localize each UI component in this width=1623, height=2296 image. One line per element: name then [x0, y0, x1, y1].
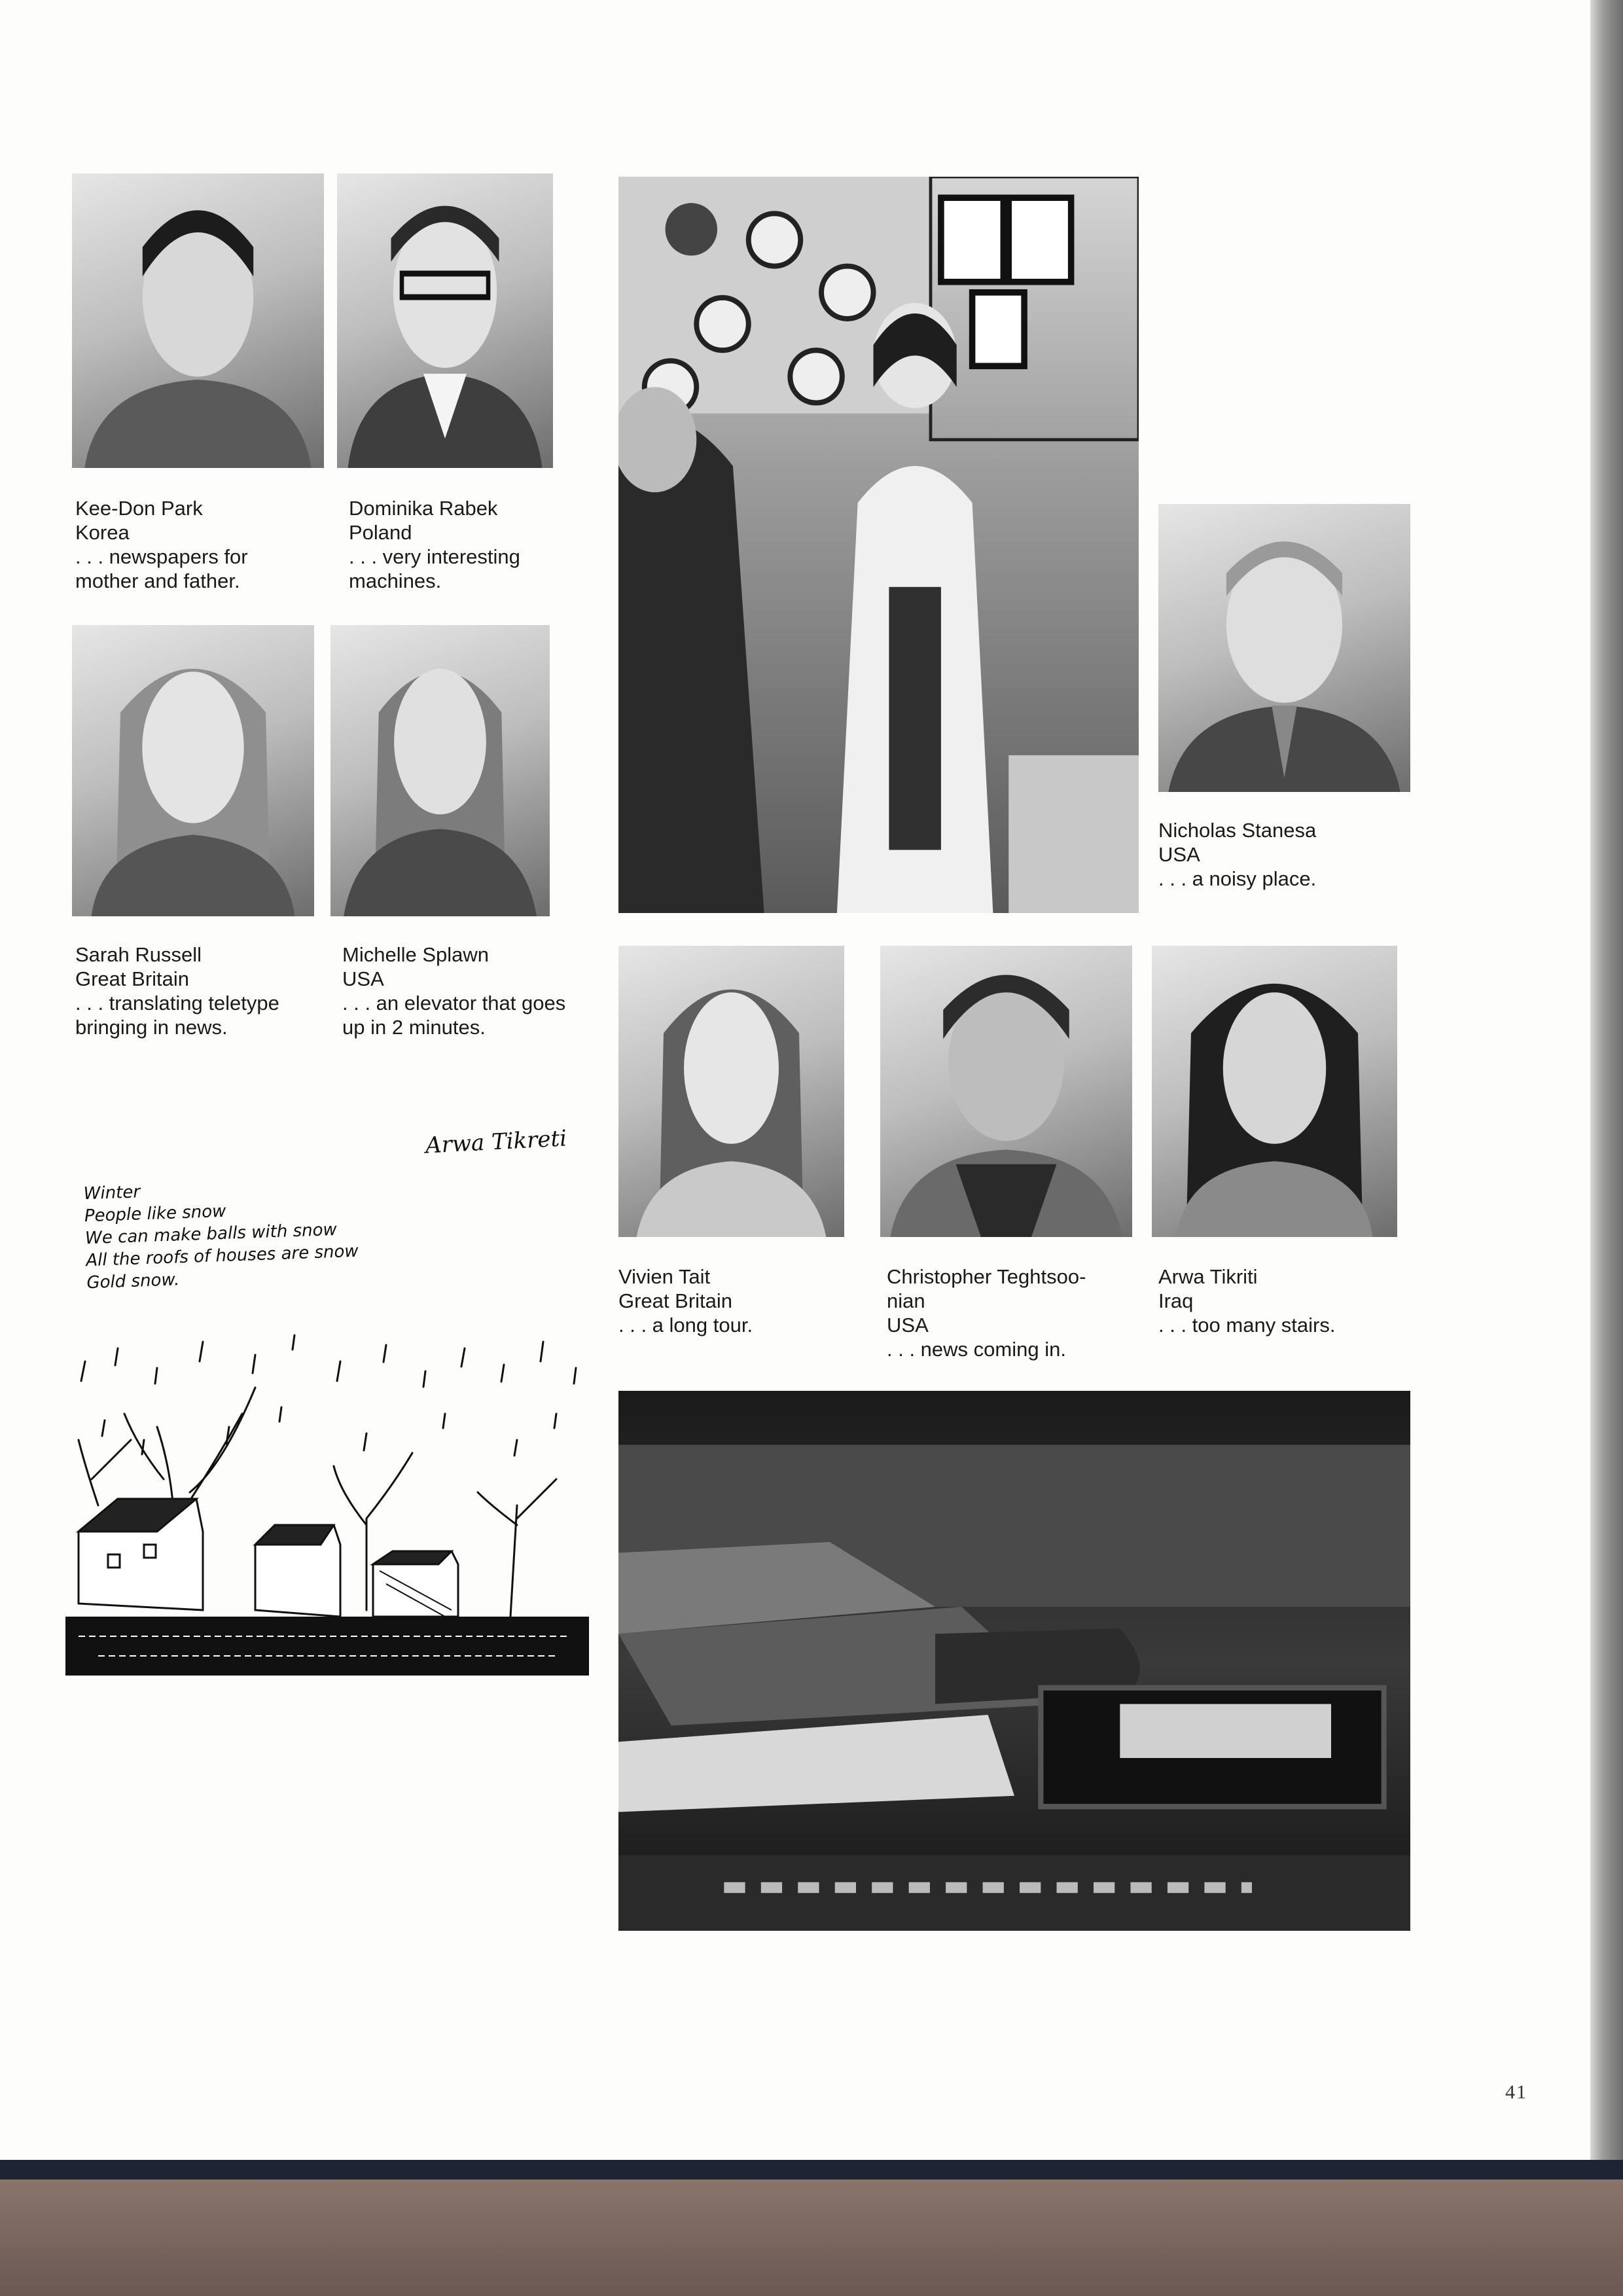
- portrait-christopher-teghtsoonian: [880, 946, 1132, 1237]
- student-quote: up in 2 minutes.: [342, 1016, 486, 1039]
- student-name: Kee-Don Park: [75, 497, 203, 520]
- poem-line: Winter: [83, 1182, 141, 1204]
- scanner-background: [0, 2179, 1623, 2296]
- teletype-photo: [618, 1391, 1410, 1931]
- portrait-kee-don-park: [72, 173, 324, 468]
- caption-sarah-russell: [75, 942, 330, 1039]
- student-country: Great Britain: [75, 967, 190, 990]
- student-quote: . . . newspapers for: [75, 545, 248, 568]
- student-name: Nicholas Stanesa: [1158, 819, 1317, 842]
- student-quote: . . . news coming in.: [887, 1338, 1066, 1361]
- student-quote: machines.: [349, 569, 442, 592]
- student-quote: . . . a noisy place.: [1158, 867, 1317, 890]
- student-name: Sarah Russell: [75, 943, 202, 966]
- poem-line: All the roofs of houses are snow: [85, 1241, 359, 1271]
- student-quote: mother and father.: [75, 569, 240, 592]
- poem-line: People like snow: [84, 1201, 226, 1227]
- classroom-photo: [618, 177, 1139, 913]
- student-country: Great Britain: [618, 1289, 733, 1312]
- poem-line: We can make balls with snow: [84, 1219, 338, 1249]
- student-country: Iraq: [1158, 1289, 1194, 1312]
- student-quote: . . . translating teletype: [75, 992, 279, 1014]
- portrait-nicholas-stanesa: [1158, 504, 1410, 792]
- student-country: Poland: [349, 521, 412, 544]
- student-name: Vivien Tait: [618, 1265, 711, 1288]
- portrait-vivien-tait: [618, 946, 844, 1237]
- student-country: Korea: [75, 521, 130, 544]
- student-quote: . . . a long tour.: [618, 1314, 753, 1336]
- cover-edge: [0, 2160, 1623, 2179]
- portrait-arwa-tikriti: [1152, 946, 1397, 1237]
- artwork-signature: Arwa Tikreti: [425, 1125, 567, 1159]
- caption-vivien-tait: [618, 1265, 867, 1337]
- student-country: USA: [1158, 843, 1200, 866]
- student-name: Dominika Rabek: [349, 497, 498, 520]
- portrait-michelle-splawn: [330, 625, 550, 916]
- student-quote: . . . an elevator that goes: [342, 992, 566, 1014]
- poem-line: Gold snow.: [86, 1270, 180, 1293]
- student-country: USA: [887, 1314, 929, 1336]
- portrait-dominika-rabek: [337, 173, 553, 468]
- student-name: Michelle Splawn: [342, 943, 489, 966]
- snow-scene-drawing: [59, 1309, 596, 1689]
- book-binding-edge: [1590, 0, 1623, 2160]
- portrait-sarah-russell: [72, 625, 314, 916]
- student-quote: . . . very interesting: [349, 545, 520, 568]
- caption-christopher-teghtsoonian: [887, 1265, 1135, 1361]
- student-country: USA: [342, 967, 384, 990]
- student-name-continued: nian: [887, 1289, 925, 1312]
- page-number: 41: [1505, 2081, 1527, 2103]
- caption-arwa-tikriti: [1158, 1265, 1407, 1337]
- student-name: Arwa Tikriti: [1158, 1265, 1258, 1288]
- caption-kee-don-park: [75, 496, 321, 593]
- caption-nicholas-stanesa: [1158, 818, 1407, 891]
- handwritten-poem: [83, 1174, 359, 1294]
- student-quote: bringing in news.: [75, 1016, 228, 1039]
- student-name: Christopher Teghtsoo-: [887, 1265, 1086, 1288]
- student-quote: . . . too many stairs.: [1158, 1314, 1336, 1336]
- caption-michelle-splawn: [342, 942, 604, 1039]
- caption-dominika-rabek: [349, 496, 597, 593]
